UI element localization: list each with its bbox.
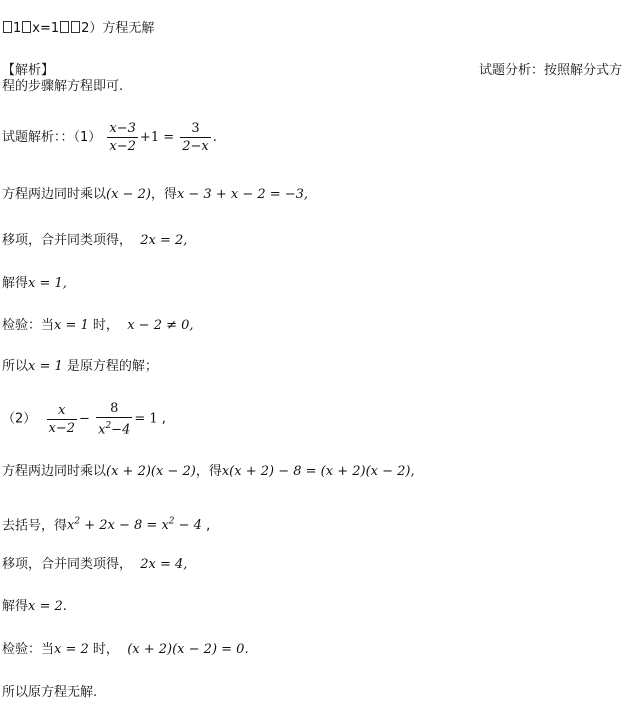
p2-solve-line: 解得x = 2. (2, 599, 67, 614)
answer-2: ）方程无解 (89, 21, 155, 36)
label: 方程两边同时乘以 (2, 464, 107, 479)
p1-check-line: 检验：当x = 1 时， x − 2 ≠ 0, (2, 318, 194, 333)
missing-glyph-icon (71, 21, 80, 33)
p1-multiply-line: 方程两边同时乘以(x − 2)，得x − 3 + x − 2 = −3, (2, 187, 309, 202)
q1-number: 1 (13, 21, 22, 36)
p1-conclusion-line: 所以x = 1 是原方程的解； (2, 359, 158, 374)
fraction: $\frac{3}{2-x}$ (182, 121, 209, 154)
label: 移项，合并同类项得， (2, 233, 133, 248)
p2-multiply-line: 方程两边同时乘以(x + 2)(x − 2)，得x(x + 2) − 8 = (x + 2)(x − 2), (2, 464, 415, 479)
label: 检验：当 (2, 318, 55, 333)
label: ，得 (195, 464, 222, 479)
label: 移项，合并同类项得， (2, 557, 133, 572)
missing-glyph-icon (22, 21, 31, 33)
missing-glyph-icon (60, 21, 69, 33)
label: 解得 (2, 599, 29, 614)
solution-intro: 试题解析：：（1） (2, 130, 102, 145)
analysis-text: 试题分析：按照解分式方 (478, 63, 622, 78)
label: （2） (2, 411, 37, 427)
label: 检验：当 (2, 642, 55, 657)
q2-number: 2 (81, 21, 90, 36)
fraction: $\frac{x-3}{x-2}$ (109, 121, 136, 154)
label: 方程两边同时乘以 (2, 187, 107, 202)
analysis-tag: 【解析】 (2, 63, 55, 78)
p2-check-line: 检验：当x = 2 时， (x + 2)(x − 2) = 0. (2, 642, 249, 657)
part2-equation: （2） $\frac{x}{x-2}$ − $\frac{8}{x^2-4}$ = 1 , (2, 401, 166, 438)
label: 时， (92, 642, 119, 657)
answer-1: x=1 (32, 21, 60, 36)
p2-conclusion: 所以原方程无解. (2, 685, 98, 700)
answer-line (2, 20, 154, 38)
label: 所以 (2, 359, 29, 374)
p2-expand-line: 去括号，得$x^2 + 2x - 8 = x^2 - 4$ , (2, 517, 211, 534)
label: 是原方程的解； (66, 359, 158, 374)
label: ，得 (150, 187, 177, 202)
missing-glyph-icon (3, 21, 12, 33)
fraction: $\frac{x}{x-2}$ (48, 402, 76, 436)
p1-solve-line: 解得x = 1, (2, 276, 67, 291)
analysis-text-cont: 程的步骤解方程即可. (2, 79, 124, 94)
p2-move-line: 移项，合并同类项得， 2x = 4, (2, 557, 188, 572)
p1-move-line: 移项，合并同类项得， 2x = 2, (2, 233, 188, 248)
label: 时， (92, 318, 119, 333)
label: 解得 (2, 276, 29, 291)
part1-equation: 试题解析：：（1） $\frac{x-3}{x-2}$ +1 = $\frac{3}{2-x}$ . (2, 121, 217, 154)
label: 去括号，得 (2, 518, 68, 534)
fraction: $\frac{8}{x^2-4}$ (98, 401, 131, 438)
